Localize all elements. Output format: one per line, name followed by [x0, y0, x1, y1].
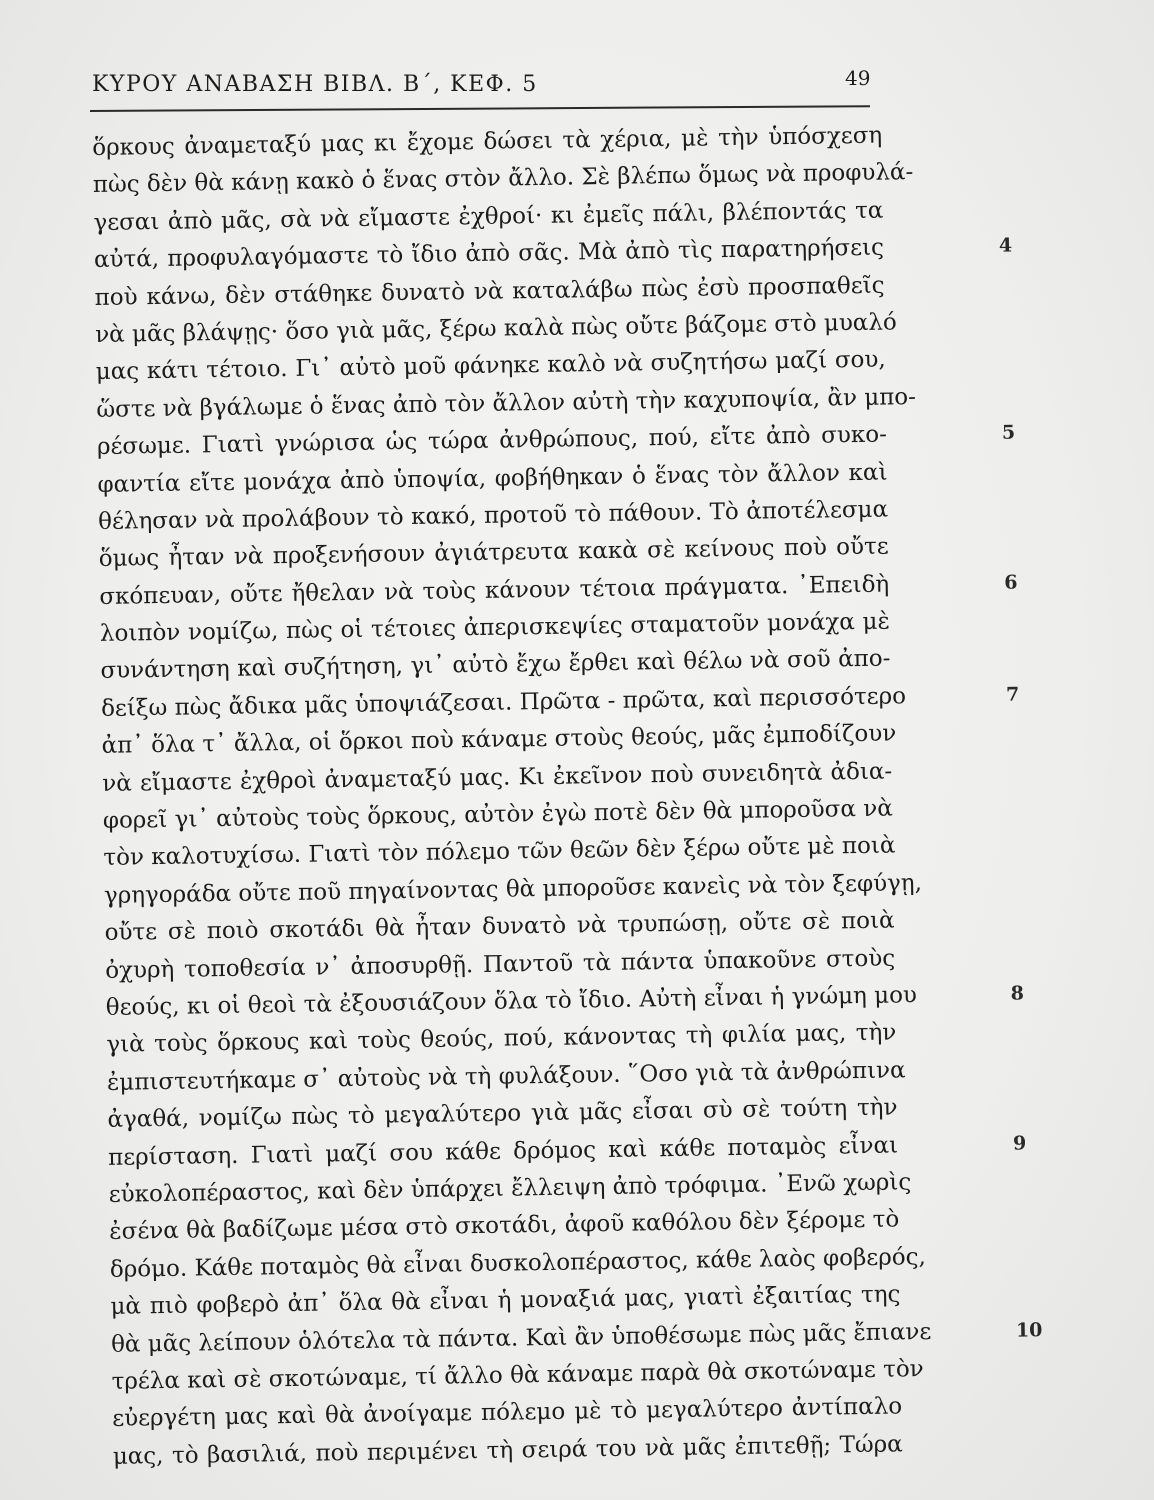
text-line: ὀχυρὴ τοποθεσία ν᾿ ἀποσυρθῇ. Παντοῦ τὰ πάντα ὑπακοῦνε στοὺς	[104, 945, 896, 984]
text-line: τρέλα καὶ σὲ σκοτώναμε, τί ἄλλο θὰ κάναμε παρὰ θὰ σκοτώναμε τὸν	[111, 1355, 924, 1395]
page-number: 49	[845, 66, 871, 90]
text-line: πὼς δὲν θὰ κάνῃ κακὸ ὁ ἕνας στὸν ἄλλο. Σὲ βλέπω ὅμως νὰ προφυλά-	[92, 159, 914, 199]
line-text: θὰ μᾶς λείπουν ὁλότελα τὰ πάντα. Καὶ ἂν ὑποθέσωμε πὼς μᾶς ἔπιανε	[110, 1318, 932, 1358]
section-number: 5	[1001, 421, 1016, 444]
text-line: φαντία εἴτε μονάχα ἀπὸ ὑποψία, φοβήθηκαν ὁ ἕνας τὸν ἄλλον καὶ	[97, 459, 888, 498]
running-head: ΚΥΡΟΥ ΑΝΑΒΑΣΗ ΒΙΒΛ. Β΄, ΚΕΦ. 5	[92, 72, 538, 97]
text-line: γεσαι ἀπὸ μᾶς, σὰ νὰ εἴμαστε ἐχθροί· κι ἐμεῖς πάλι, βλέποντάς τα	[93, 197, 884, 236]
line-text: αὐτά, προφυλαγόμαστε τὸ ἴδιο ἀπὸ σᾶς. Μὰ ἀπὸ τὶς παρατηρήσεις	[93, 234, 885, 274]
text-line: μας, τὸ βασιλιά, ποὺ περιμένει τὴ σειρά του νὰ μᾶς ἐπιτεθῇ; Τώρα	[112, 1431, 903, 1470]
text-line: συνάντηση καὶ συζήτηση, γι᾿ αὐτὸ ἔχω ἔρθει καὶ θέλω νὰ σοῦ ἀπο-	[100, 645, 891, 685]
line-text: περίσταση. Γιατὶ μαζί σου κάθε δρόμος καὶ κάθε ποταμὸς εἶναι	[107, 1132, 899, 1171]
text-line: ὅρκους ἀναμεταξύ μας κι ἔχομε δώσει τὰ χέρια, μὲ τὴν ὑπόσχεση	[92, 122, 883, 161]
text-line: εὐκολοπέραστος, καὶ δὲν ὑπάρχει ἔλλειψη ἀπὸ τρόφιμα. ᾿Ενῶ χωρὶς	[108, 1169, 912, 1208]
text-line: τὸν καλοτυχίσω. Γιατὶ τὸν πόλεμο τῶν θεῶν δὲν ξέρω οὔτε μὲ ποιὰ	[103, 832, 896, 872]
text-line: ὥστε νὰ βγάλωμε ὁ ἕνας ἀπὸ τὸν ἄλλον αὐτὴ τὴν καχυποψία, ἂν μπο-	[96, 383, 917, 423]
line-text: θεούς, κι οἱ θεοὶ τὰ ἐξουσιάζουν ὅλα τὸ ἴδιο. Αὐτὴ εἶναι ἡ γνώμη μου	[105, 982, 918, 1021]
text-line: νὰ μᾶς βλάψῃς· ὅσο γιὰ μᾶς, ξέρω καλὰ πὼς οὔτε βάζομε στὸ μυαλό	[95, 309, 897, 348]
text-line: ὅμως ἦταν νὰ προξενήσουν ἀγιάτρευτα κακὰ σὲ κείνους ποὺ οὔτε	[98, 533, 889, 573]
text-line: εὐεργέτη μας καὶ θὰ ἀνοίγαμε πόλεμο μὲ τὸ μεγαλύτερο ἀντίπαλο	[112, 1393, 903, 1433]
body-text	[92, 118, 1043, 1476]
line-text: δείξω πὼς ἄδικα μᾶς ὑποψιάζεσαι. Πρῶτα - πρῶτα, καὶ περισσότερο	[100, 683, 907, 722]
text-line: ἐσένα θὰ βαδίζωμε μέσα στὸ σκοτάδι, ἀφοῦ καθόλου δὲν ξέρομε τὸ	[109, 1206, 900, 1246]
section-number: 9	[1012, 1131, 1027, 1155]
text-line: λοιπὸν νομίζω, πὼς οἱ τέτοιες ἀπερισκεψίες σταματοῦν μονάχα μὲ	[99, 608, 891, 648]
text-line: οὔτε σὲ ποιὸ σκοτάδι θὰ ἦταν δυνατὸ νὰ τρυπώσῃ, οὔτε σὲ ποιὰ	[104, 907, 895, 947]
text-line: μὰ πιὸ φοβερὸ ἀπ᾿ ὅλα θὰ εἶναι ἡ μοναξιά μας, γιατὶ ἐξαιτίας της	[110, 1281, 901, 1320]
text-line: δρόμο. Κάθε ποταμὸς θὰ εἶναι δυσκολοπέραστος, κάθε λαὸς φοβερός,	[109, 1243, 926, 1283]
header-rule	[90, 105, 870, 112]
section-number: 7	[1005, 683, 1020, 706]
text-line: θέλησαν νὰ προλάβουν τὸ κακό, προτοῦ τὸ πάθουν. Τὸ ἀποτέλεσμα	[97, 496, 889, 535]
text-line: μας κάτι τέτοιο. Γι᾿ αὐτὸ μοῦ φάνηκε καλὸ νὰ συζητήσω μαζί σου,	[95, 346, 886, 386]
section-number: 8	[1010, 982, 1025, 1005]
text-line: γρηγοράδα οὔτε ποῦ πηγαίνοντας θὰ μποροῦσε κανεὶς νὰ τὸν ξεφύγῃ,	[103, 869, 923, 909]
line-text: ρέσωμε. Γιατὶ γνώρισα ὡς τώρα ἀνθρώπους, πού, εἴτε ἀπὸ συκο-	[96, 421, 888, 461]
text-line: ποὺ κάνω, δὲν στάθηκε δυνατὸ νὰ καταλάβω πὼς ἐσὺ προσπαθεῖς	[94, 272, 885, 311]
text-line: γιὰ τοὺς ὅρκους καὶ τοὺς θεούς, πού, κάνοντας τὴ φιλία μας, τὴν	[106, 1019, 897, 1059]
text-line: ἀπ᾿ ὅλα τ᾿ ἄλλα, οἱ ὅρκοι ποὺ κάναμε στοὺς θεούς, μᾶς ἐμποδίζουν	[101, 720, 897, 760]
text-line: νὰ εἴμαστε ἐχθροὶ ἀναμεταξύ μας. Κι ἐκεῖνον ποὺ συνειδητὰ ἀδια-	[102, 758, 893, 797]
section-number: 6	[1004, 571, 1018, 594]
text-line: φορεῖ γι᾿ αὐτοὺς τοὺς ὅρκους, αὐτὸν ἐγὼ ποτὲ δὲν θὰ μποροῦσα νὰ	[102, 795, 893, 834]
text-line: ἀγαθά, νομίζω πὼς τὸ μεγαλύτερο γιὰ μᾶς εἶσαι σὺ σὲ τούτη τὴν	[107, 1094, 898, 1134]
section-number: 4	[998, 234, 1013, 257]
section-number: 10	[1015, 1318, 1043, 1342]
line-text: σκόπευαν, οὔτε ἤθελαν νὰ τοὺς κάνουν τέτοια πράγματα. ᾿Επειδὴ	[99, 571, 890, 610]
text-line: ἐμπιστευτήκαμε σ᾿ αὐτοὺς νὰ τὴ φυλάξουν. ῞Οσο γιὰ τὰ ἀνθρώπινα	[106, 1057, 906, 1096]
